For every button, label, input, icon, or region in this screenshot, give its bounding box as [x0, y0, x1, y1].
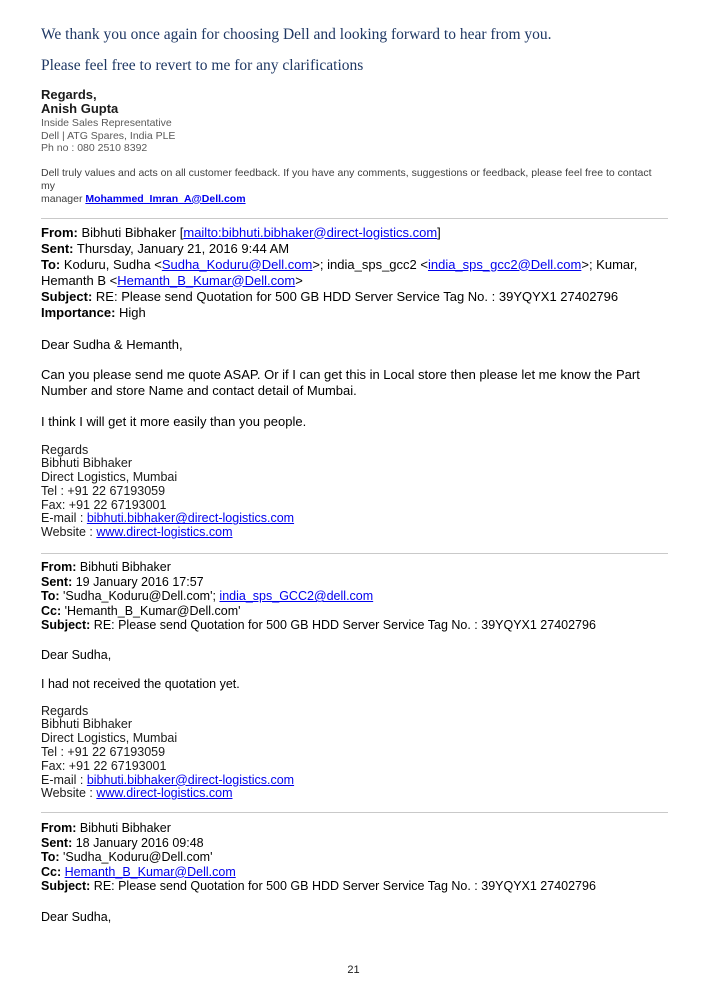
- india-sps-gcc2-email-link[interactable]: india_sps_gcc2@Dell.com: [427, 256, 582, 272]
- sig-email-line: [41, 774, 668, 788]
- sig-email-link[interactable]: bibhuti.bibhaker@direct-logistics.com: [86, 511, 295, 526]
- email3-cc-line: [41, 865, 668, 880]
- sig-email-link[interactable]: bibhuti.bibhaker@direct-logistics.com: [86, 772, 295, 787]
- sudha-email-link[interactable]: Sudha_Koduru@Dell.com: [161, 256, 313, 272]
- signature-name: Anish Gupta: [41, 100, 119, 116]
- sig-regards: Regards: [41, 442, 89, 457]
- sent-value: Thursday, January 21, 2016 9:44 AM: [73, 240, 290, 256]
- sig-email-label: E-mail :: [41, 511, 87, 526]
- email1-body-paragraph: Can you please send me quote ASAP. Or if I can get this in Local store then please let me know the Part Number and store Name and contact detail of Mumbai.: [41, 366, 640, 398]
- to-value: >; india_sps_gcc2 <: [312, 256, 428, 272]
- email2-to-line: [41, 589, 668, 604]
- to-value: 'Sudha_Koduru@Dell.com';: [59, 589, 220, 604]
- from-value: Bibhuti Bibhaker: [76, 560, 171, 575]
- to-label: To:: [41, 589, 60, 604]
- closing-thanks-paragraph: We thank you once again for choosing Dell and looking forward to hear from you.: [41, 26, 552, 43]
- sig-name: Bibhuti Bibhaker: [41, 717, 133, 732]
- sig-website-label: Website :: [41, 525, 97, 540]
- cc-label: Cc:: [41, 864, 62, 879]
- to-value: >; Kumar, Hemanth B <: [41, 256, 638, 288]
- email2-from-line: [41, 560, 668, 575]
- cc-label: Cc:: [41, 603, 62, 618]
- sig-website-label: Website :: [41, 786, 97, 801]
- email3-greeting: Dear Sudha,: [41, 909, 112, 924]
- email1-body-paragraph: I think I will get it more easily than you people.: [41, 413, 307, 429]
- feedback-paragraph: [41, 167, 668, 206]
- email3-sent-line: [41, 836, 668, 851]
- bibhuti-signature-block: [41, 705, 668, 802]
- email1-to-line: [41, 257, 668, 289]
- sig-tel: Tel : +91 22 67193059: [41, 483, 166, 498]
- cc-value: 'Hemanth_B_Kumar@Dell.com': [61, 603, 241, 618]
- sent-label: Sent:: [41, 835, 73, 850]
- subject-label: Subject:: [41, 879, 91, 894]
- to-value-end: >: [295, 272, 303, 288]
- sent-label: Sent:: [41, 240, 74, 256]
- dell-rep-signature: [41, 88, 668, 155]
- sig-regards: Regards: [41, 703, 89, 718]
- hemanth-email-link[interactable]: Hemanth_B_Kumar@Dell.com: [64, 864, 236, 879]
- from-label: From:: [41, 224, 78, 240]
- email3-subject-line: [41, 879, 668, 894]
- feedback-text-line2: manager: [41, 192, 86, 205]
- email1-sent-line: [41, 241, 668, 257]
- divider: [41, 218, 668, 219]
- sig-website-link[interactable]: www.direct-logistics.com: [96, 786, 233, 801]
- signature-org: Dell | ATG Spares, India PLE: [41, 129, 176, 142]
- sig-fax: Fax: +91 22 67193001: [41, 758, 167, 773]
- mailto-sender-link[interactable]: mailto:bibhuti.bibhaker@direct-logistics.com: [183, 224, 438, 240]
- hemanth-email-link[interactable]: Hemanth_B_Kumar@Dell.com: [117, 272, 296, 288]
- signature-role: Inside Sales Representative: [41, 117, 172, 129]
- closing-clarifications-paragraph: Please feel free to revert to me for any clarifications: [41, 57, 364, 74]
- sent-value: 18 January 2016 09:48: [72, 835, 204, 850]
- sig-website-line: [41, 787, 668, 801]
- sent-value: 19 January 2016 17:57: [72, 574, 204, 589]
- email3-to-line: [41, 850, 668, 865]
- to-value: 'Sudha_Koduru@Dell.com': [59, 850, 213, 865]
- feedback-text-line1: Dell truly values and acts on all customer feedback. If you have any comments, suggestions or feedback, please feel free to contact my: [41, 166, 652, 192]
- email3-from-line: [41, 821, 668, 836]
- subject-value: RE: Please send Quotation for 500 GB HDD Server Service Tag No. : 39YQYX1 27402796: [92, 288, 619, 304]
- subject-label: Subject:: [41, 618, 91, 633]
- importance-label: Importance:: [41, 304, 116, 320]
- divider: [41, 812, 668, 813]
- from-label: From:: [41, 560, 77, 575]
- email2-greeting: Dear Sudha,: [41, 647, 112, 662]
- from-value: Bibhuti Bibhaker [: [77, 224, 184, 240]
- page-number: 21: [347, 964, 360, 976]
- subject-value: RE: Please send Quotation for 500 GB HDD Server Service Tag No. : 39YQYX1 27402796: [90, 879, 596, 894]
- signature-phone: Ph no : 080 2510 8392: [41, 142, 148, 154]
- email2-cc-line: [41, 604, 668, 619]
- sig-email-label: E-mail :: [41, 772, 87, 787]
- sent-label: Sent:: [41, 574, 73, 589]
- sig-website-line: [41, 526, 668, 540]
- from-value: Bibhuti Bibhaker: [76, 821, 171, 836]
- quoted-email-2: [41, 560, 668, 801]
- subject-label: Subject:: [41, 288, 93, 304]
- to-value: Koduru, Sudha <: [60, 256, 162, 272]
- importance-value: High: [115, 304, 146, 320]
- sig-company: Direct Logistics, Mumbai: [41, 731, 178, 746]
- sig-company: Direct Logistics, Mumbai: [41, 470, 178, 485]
- to-label: To:: [41, 256, 61, 272]
- sig-tel: Tel : +91 22 67193059: [41, 744, 166, 759]
- manager-email-link[interactable]: Mohammed_Imran_A@Dell.com: [85, 192, 246, 205]
- sig-name: Bibhuti Bibhaker: [41, 456, 133, 471]
- email2-subject-line: [41, 618, 668, 633]
- quoted-email-1: [41, 225, 668, 541]
- email1-from-line: [41, 225, 668, 241]
- email1-greeting: Dear Sudha & Hemanth,: [41, 336, 183, 352]
- email1-subject-line: [41, 289, 668, 305]
- india-sps-gcc2-email-link[interactable]: india_sps_GCC2@dell.com: [219, 589, 374, 604]
- quoted-email-3: [41, 821, 668, 924]
- email2-sent-line: [41, 575, 668, 590]
- from-value-end: ]: [437, 224, 441, 240]
- bibhuti-signature-block: [41, 444, 668, 541]
- to-label: To:: [41, 850, 60, 865]
- email1-importance-line: [41, 305, 668, 321]
- sig-website-link[interactable]: www.direct-logistics.com: [96, 525, 233, 540]
- divider: [41, 553, 668, 554]
- sig-fax: Fax: +91 22 67193001: [41, 497, 167, 512]
- signature-regards: Regards,: [41, 87, 97, 102]
- subject-value: RE: Please send Quotation for 500 GB HDD Server Service Tag No. : 39YQYX1 27402796: [90, 618, 596, 633]
- from-label: From:: [41, 821, 77, 836]
- email2-body-paragraph: I had not received the quotation yet.: [41, 677, 240, 692]
- sig-email-line: [41, 512, 668, 526]
